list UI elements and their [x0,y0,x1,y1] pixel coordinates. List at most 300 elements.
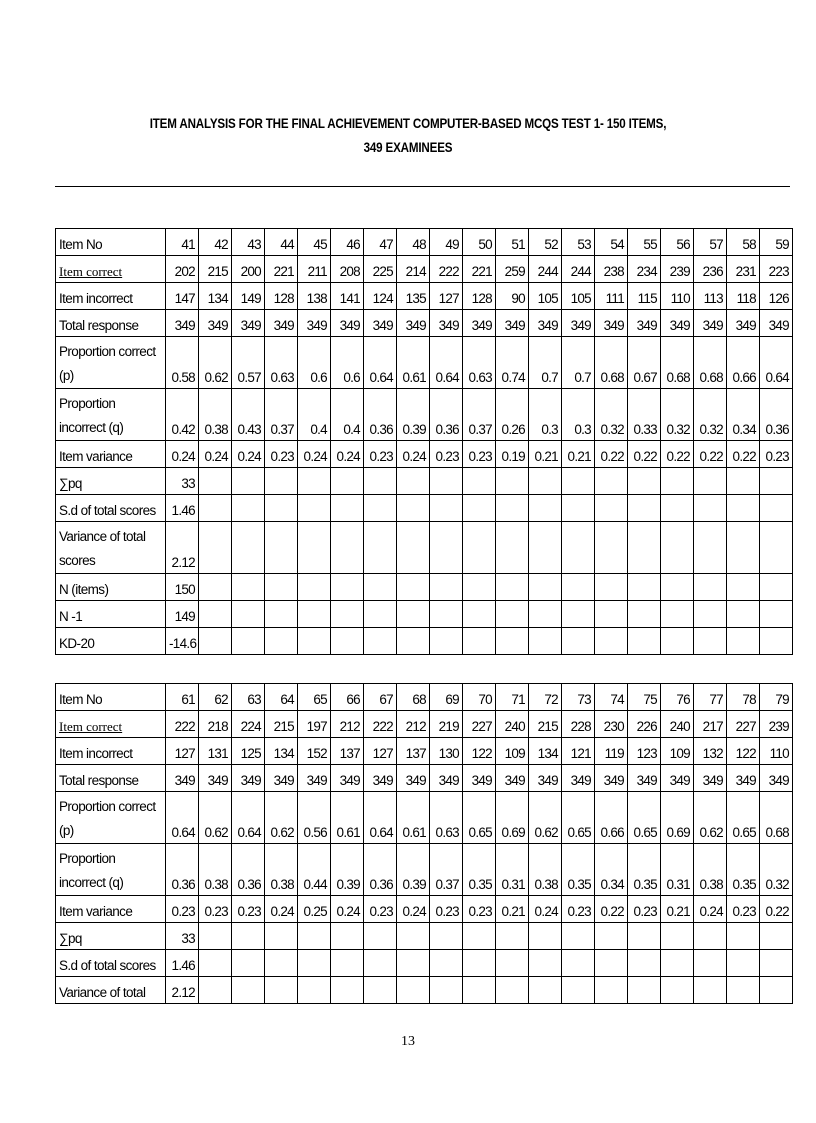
table-cell: 0.22 [727,441,760,468]
row-label: Proportion incorrect (q) [56,844,166,896]
table-cell [397,495,430,522]
table-cell: 349 [331,310,364,337]
table-cell: 0.24 [397,896,430,923]
table-cell: 0.32 [595,389,628,441]
table-cell: 219 [430,711,463,738]
table-cell: 137 [331,738,364,765]
table-cell [397,574,430,601]
table-cell: 110 [661,283,694,310]
table-cell [628,495,661,522]
table-cell [265,495,298,522]
table-cell: 76 [661,684,694,711]
table-cell: 230 [595,711,628,738]
table-cell: 0.39 [397,844,430,896]
table-cell: 0.38 [199,844,232,896]
table-row [56,601,793,628]
table-cell [694,574,727,601]
table-cell [760,468,793,495]
table-cell [562,923,595,950]
table-cell: 66 [331,684,364,711]
table-row [56,950,793,977]
table-cell [661,522,694,574]
table-cell: 56 [661,229,694,256]
table-cell [496,950,529,977]
table-cell: 109 [496,738,529,765]
page-number: 13 [401,1034,415,1049]
table-cell: 0.23 [430,441,463,468]
table-cell: 349 [199,765,232,792]
table-cell: 0.38 [529,844,562,896]
table-cell: 110 [760,738,793,765]
table-cell: 46 [331,229,364,256]
table-cell: 0.63 [430,792,463,844]
table-cell: 0.62 [529,792,562,844]
table-cell: 349 [760,310,793,337]
table-cell: 0.68 [760,792,793,844]
table-cell [496,923,529,950]
table-cell: 134 [265,738,298,765]
table-cell: 138 [298,283,331,310]
row-label: ∑pq [56,468,166,495]
table-cell [727,468,760,495]
table-cell: 0.65 [727,792,760,844]
table-cell: 349 [595,765,628,792]
table-cell: 137 [397,738,430,765]
table-cell: 0.69 [496,792,529,844]
table-cell: 0.23 [232,896,265,923]
table-cell: 222 [166,711,199,738]
table-cell: 149 [166,601,199,628]
table-cell: 54 [595,229,628,256]
table-cell: 221 [463,256,496,283]
table-cell [397,977,430,1004]
table-cell: 349 [562,765,595,792]
table-cell: 244 [529,256,562,283]
table-row [56,229,793,256]
table-cell [694,950,727,977]
table-cell [265,923,298,950]
table-cell: 0.64 [166,792,199,844]
table-cell [364,522,397,574]
table-cell [331,977,364,1004]
table-cell: 240 [661,711,694,738]
table-cell: 131 [199,738,232,765]
table-cell: 119 [595,738,628,765]
table-cell: 238 [595,256,628,283]
table-cell [562,522,595,574]
table-cell [727,495,760,522]
table-cell: 55 [628,229,661,256]
table-cell: 349 [694,310,727,337]
table-cell: 90 [496,283,529,310]
table-row [56,738,793,765]
table-cell [529,923,562,950]
table-cell: 1.46 [166,495,199,522]
table-cell: 349 [496,310,529,337]
table-cell: 0.23 [364,441,397,468]
table-cell: 0.21 [529,441,562,468]
table-cell [595,628,628,655]
table-row [56,522,793,574]
table-cell [232,950,265,977]
table-cell [199,468,232,495]
table-cell: 0.23 [760,441,793,468]
table-cell [232,574,265,601]
table-cell [529,950,562,977]
table-cell: 70 [463,684,496,711]
table-cell: 75 [628,684,661,711]
table-cell: 349 [727,310,760,337]
table-cell: 122 [463,738,496,765]
table-cell: 0.24 [265,896,298,923]
table-cell [661,977,694,1004]
table-cell: 0.66 [595,792,628,844]
table-cell: 0.74 [496,337,529,389]
table-cell [430,628,463,655]
table-cell: 0.7 [529,337,562,389]
table-cell: 127 [430,283,463,310]
table-cell: 0.36 [166,844,199,896]
table-cell: 69 [430,684,463,711]
table-cell [364,601,397,628]
table-cell: 0.23 [430,896,463,923]
table-cell: 0.38 [265,844,298,896]
table-cell [463,495,496,522]
table-cell: 132 [694,738,727,765]
table-cell: 0.64 [364,792,397,844]
table-cell: 349 [265,765,298,792]
table-cell [397,522,430,574]
table-cell [463,522,496,574]
table-cell: 0.24 [331,441,364,468]
table-cell: 105 [562,283,595,310]
table-cell: 349 [562,310,595,337]
table-cell: 0.7 [562,337,595,389]
table-cell: 127 [166,738,199,765]
row-label: Item incorrect [56,283,166,310]
table-cell [397,628,430,655]
table-cell: 127 [364,738,397,765]
table-cell: 0.34 [595,844,628,896]
table-cell: 0.58 [166,337,199,389]
table-cell [562,950,595,977]
table-cell: 47 [364,229,397,256]
table-cell: 214 [397,256,430,283]
table-cell [496,522,529,574]
table-cell [760,574,793,601]
table-cell: 0.34 [727,389,760,441]
table-cell [463,977,496,1004]
table-cell: 0.36 [430,389,463,441]
table-cell: 0.4 [331,389,364,441]
table-cell [199,628,232,655]
table-cell [760,495,793,522]
table-cell [331,574,364,601]
table-row [56,684,793,711]
row-label: Item variance [56,896,166,923]
table-cell [529,574,562,601]
table-cell: 0.24 [331,896,364,923]
table-cell [628,950,661,977]
table-cell [364,977,397,1004]
table-cell: 349 [199,310,232,337]
table-cell: 349 [364,765,397,792]
table-cell [265,601,298,628]
table-cell [199,977,232,1004]
table-cell: 227 [727,711,760,738]
table-cell: 77 [694,684,727,711]
table-cell: 78 [727,684,760,711]
table-cell [496,977,529,1004]
table-cell [430,468,463,495]
table-cell [529,628,562,655]
table-cell: 41 [166,229,199,256]
table-cell [595,495,628,522]
table-cell [628,601,661,628]
row-label: N -1 [56,601,166,628]
table-cell: 226 [628,711,661,738]
table-cell [364,574,397,601]
row-label: N (items) [56,574,166,601]
table-cell: 71 [496,684,529,711]
item-analysis-table-1 [55,228,793,655]
table-cell [529,601,562,628]
table-cell [364,628,397,655]
table-cell: 124 [364,283,397,310]
table-cell [463,628,496,655]
table-cell: 0.31 [661,844,694,896]
table-cell: 349 [166,310,199,337]
table-cell: 0.37 [430,844,463,896]
table-cell [562,628,595,655]
table-cell: 0.4 [298,389,331,441]
table-cell [562,601,595,628]
table-cell: 234 [628,256,661,283]
row-label: S.d of total scores [56,950,166,977]
table-cell: 58 [727,229,760,256]
table-cell: 349 [331,765,364,792]
table-cell [331,495,364,522]
table-cell [430,923,463,950]
table-cell: 211 [298,256,331,283]
table-cell [430,522,463,574]
table-cell: 349 [463,765,496,792]
table-cell [562,574,595,601]
table-cell: 57 [694,229,727,256]
table-cell: 53 [562,229,595,256]
table-cell: 0.65 [628,792,661,844]
table-cell: 128 [463,283,496,310]
table-cell [496,495,529,522]
table-cell: 0.23 [166,896,199,923]
table-row [56,389,793,441]
table-cell: 349 [529,765,562,792]
table-cell: 215 [529,711,562,738]
table-cell: 212 [397,711,430,738]
table-cell [397,601,430,628]
table-cell: 68 [397,684,430,711]
table-cell: 52 [529,229,562,256]
table-cell: 0.21 [496,896,529,923]
table-cell: 0.32 [694,389,727,441]
table-cell: 349 [661,765,694,792]
table-cell: 0.23 [199,896,232,923]
table-cell: 0.25 [298,896,331,923]
table-cell: 0.38 [694,844,727,896]
table-cell: 0.62 [694,792,727,844]
table-cell [298,923,331,950]
table-cell: 0.24 [529,896,562,923]
table-cell [760,923,793,950]
table-cell: 65 [298,684,331,711]
table-row [56,495,793,522]
table-cell: 0.68 [694,337,727,389]
table-cell: 0.67 [628,337,661,389]
row-label: Proportion correct (p) [56,337,166,389]
table-cell: 0.61 [331,792,364,844]
table-cell: 0.33 [628,389,661,441]
table-cell: -14.6 [166,628,199,655]
table-cell: 349 [595,310,628,337]
row-label: S.d of total scores [56,495,166,522]
table-cell: 45 [298,229,331,256]
table-cell [595,574,628,601]
row-label: ∑pq [56,923,166,950]
table-cell: 212 [331,711,364,738]
table-cell: 73 [562,684,595,711]
table-cell [694,923,727,950]
row-label: Item No [56,684,166,711]
table-cell: 349 [760,765,793,792]
table-cell: 134 [529,738,562,765]
table-cell: 0.22 [661,441,694,468]
table-cell [595,468,628,495]
table-cell [232,468,265,495]
table-cell: 0.64 [232,792,265,844]
table-cell: 0.56 [298,792,331,844]
table-cell: 118 [727,283,760,310]
table-cell: 349 [232,310,265,337]
table-cell: 33 [166,468,199,495]
table-cell [430,601,463,628]
table-cell [397,923,430,950]
table-cell [298,574,331,601]
table-cell [595,950,628,977]
table-cell [232,522,265,574]
table-cell: 0.26 [496,389,529,441]
table-row [56,256,793,283]
table-cell: 0.36 [760,389,793,441]
table-cell: 0.3 [529,389,562,441]
table-cell: 0.23 [364,896,397,923]
title-line-2: 349 EXAMINEES [363,140,453,155]
table-cell: 0.24 [397,441,430,468]
table-cell [331,628,364,655]
table-cell: 221 [265,256,298,283]
table-cell: 43 [232,229,265,256]
table-cell: 0.35 [463,844,496,896]
table-row [56,977,793,1004]
table-cell: 0.61 [397,337,430,389]
table-cell [628,468,661,495]
table-row [56,923,793,950]
table-cell: 0.66 [727,337,760,389]
table-cell [595,923,628,950]
table-cell: 0.21 [661,896,694,923]
table-cell: 202 [166,256,199,283]
table-cell: 2.12 [166,977,199,1004]
table-cell: 231 [727,256,760,283]
table-cell: 130 [430,738,463,765]
table-cell: 0.37 [265,389,298,441]
table-cell [298,495,331,522]
table-cell [661,923,694,950]
table-row [56,628,793,655]
table-cell: 0.21 [562,441,595,468]
table-cell [265,468,298,495]
table-cell: 0.65 [562,792,595,844]
table-cell: 125 [232,738,265,765]
table-cell [562,468,595,495]
table-cell: 0.63 [463,337,496,389]
table-cell: 349 [628,310,661,337]
table-cell [661,628,694,655]
table-cell [199,601,232,628]
table-cell: 0.39 [397,389,430,441]
table-cell [760,950,793,977]
table-cell [628,628,661,655]
table-cell: 208 [331,256,364,283]
table-cell: 0.32 [661,389,694,441]
table-cell [463,950,496,977]
table-cell [430,495,463,522]
table-cell: 0.36 [364,389,397,441]
table-cell: 349 [727,765,760,792]
table-row [56,574,793,601]
row-label: Item correct [56,256,166,283]
table-cell: 222 [364,711,397,738]
row-label: Total response [56,310,166,337]
table-cell: 0.24 [298,441,331,468]
table-cell: 259 [496,256,529,283]
table-cell: 0.31 [496,844,529,896]
table-cell: 0.36 [232,844,265,896]
table-cell [661,495,694,522]
table-cell: 0.35 [628,844,661,896]
table-cell [529,495,562,522]
table-cell: 0.65 [463,792,496,844]
table-cell [397,950,430,977]
table-cell: 109 [661,738,694,765]
table-cell: 349 [397,765,430,792]
table-cell: 111 [595,283,628,310]
table-cell: 0.23 [727,896,760,923]
table-cell [265,574,298,601]
table-cell [199,923,232,950]
table-cell [628,923,661,950]
row-label: Item No [56,229,166,256]
table-cell [331,468,364,495]
table-cell: 227 [463,711,496,738]
table-cell: 0.44 [298,844,331,896]
table-cell [496,601,529,628]
table-cell: 222 [430,256,463,283]
table-cell: 0.24 [166,441,199,468]
table-row [56,711,793,738]
table-cell: 0.32 [760,844,793,896]
table-cell [496,574,529,601]
table-cell [232,601,265,628]
